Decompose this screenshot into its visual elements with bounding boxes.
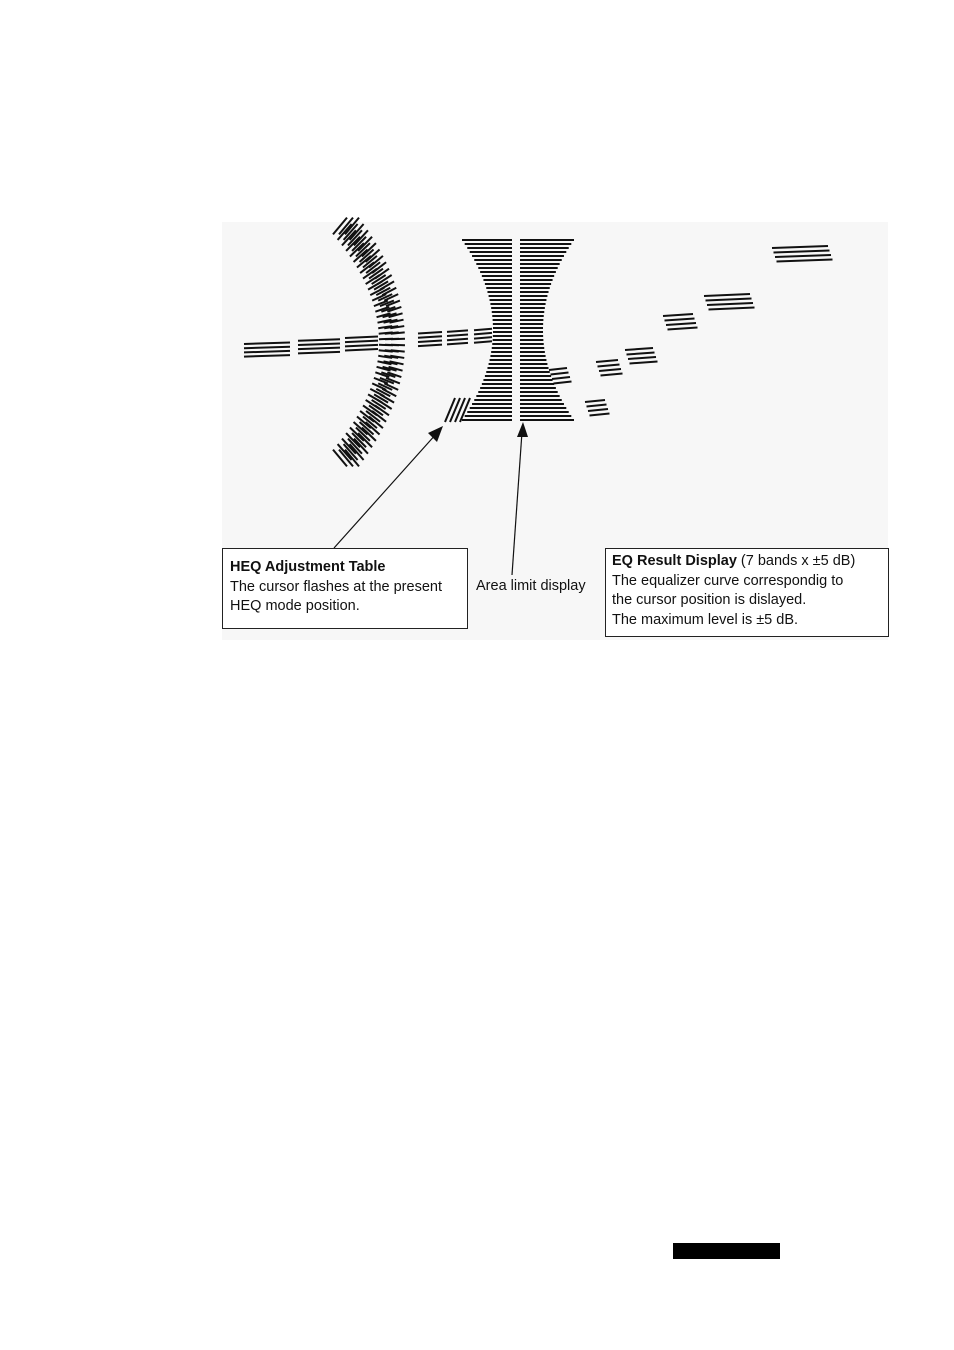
area-limit-label: Area limit display xyxy=(476,578,586,594)
eq-bar-segment xyxy=(706,299,752,301)
eq-bar-segment xyxy=(585,400,605,402)
cursor-segment xyxy=(455,398,465,422)
level-bar-segment xyxy=(418,340,442,342)
eq-result-display-callout xyxy=(605,548,889,637)
eq-bar-segment xyxy=(551,373,569,375)
level-bar-segment xyxy=(244,347,290,349)
eq-bar-segment xyxy=(598,365,620,367)
heq-adjustment-table-callout xyxy=(222,548,468,629)
level-bar-segment xyxy=(345,345,378,347)
eq-bar-segment xyxy=(772,246,828,248)
eq-callout-title-suffix: (7 bands x ±5 dB) xyxy=(736,553,856,569)
cursor-segment xyxy=(460,398,470,422)
level-bar-segment xyxy=(474,341,492,343)
eq-callout-title: EQ Result Display xyxy=(612,553,737,569)
eq-bar-segment xyxy=(709,308,755,310)
eq-bar-segment xyxy=(707,303,753,305)
eq-bar-segment xyxy=(775,255,831,257)
eq-bar-segment xyxy=(587,405,607,407)
level-bar-segment xyxy=(447,330,468,332)
heq-cursor-marker xyxy=(445,398,470,422)
level-bar-segment xyxy=(345,336,378,338)
level-bar-segment xyxy=(298,348,340,350)
eq-bar-segment xyxy=(599,369,621,371)
horizontal-level-bars xyxy=(244,329,492,357)
eq-bar-segment xyxy=(666,323,696,325)
level-bar-segment xyxy=(244,351,290,353)
level-bar-segment xyxy=(447,335,468,337)
level-bar-segment xyxy=(474,333,492,335)
eq-bar-segment xyxy=(588,409,608,411)
level-bar-segment xyxy=(447,343,468,345)
cursor-segment xyxy=(445,398,455,422)
level-bar-segment xyxy=(298,343,340,345)
eq-callout-line-1: The equalizer curve correspondig to xyxy=(612,572,844,589)
eq-bar-segment xyxy=(668,328,698,330)
area-limit-callout-arrow xyxy=(512,422,528,575)
eq-bar-segment xyxy=(625,348,653,350)
eq-bar-segment xyxy=(627,353,655,355)
level-bar-segment xyxy=(418,345,442,347)
eq-callout-line-2: the cursor position is dislayed. xyxy=(612,592,807,608)
page-marker-bar xyxy=(673,1243,780,1259)
eq-bar-segment xyxy=(777,260,833,262)
level-bar-segment xyxy=(447,339,468,341)
level-bar-segment xyxy=(474,337,492,339)
eq-bar-segment xyxy=(704,294,750,296)
level-bar-segment xyxy=(244,355,290,357)
cursor-segment xyxy=(450,398,460,422)
eq-bar-segment xyxy=(665,319,695,321)
eq-bar-segment xyxy=(628,357,656,359)
eq-bar-segment xyxy=(554,382,572,384)
heq-callout-line-2: HEQ mode position. xyxy=(230,598,360,614)
level-bar-segment xyxy=(345,341,378,343)
eq-result-curve xyxy=(549,246,833,416)
eq-callout-line-3: The maximum level is ±5 dB. xyxy=(612,611,799,628)
eq-bar-segment xyxy=(596,360,618,362)
eq-bar-segment xyxy=(590,414,610,416)
level-bar-segment xyxy=(418,332,442,334)
eq-bar-segment xyxy=(552,377,570,379)
eq-bar-segment xyxy=(630,362,658,364)
eq-bar-segment xyxy=(601,374,623,376)
level-bar-segment xyxy=(345,349,378,351)
level-bar-segment xyxy=(474,329,492,331)
heq-callout-line-1: The cursor flashes at the present xyxy=(230,578,442,595)
eq-bar-segment xyxy=(663,314,693,316)
level-bar-segment xyxy=(298,339,340,341)
eq-bar-segment xyxy=(549,368,567,370)
heq-callout-title: HEQ Adjustment Table xyxy=(230,559,386,575)
level-bar-segment xyxy=(244,343,290,345)
arc-segment xyxy=(391,350,405,351)
level-bar-segment xyxy=(298,352,340,354)
arc-segment xyxy=(391,332,405,333)
eq-bar-segment xyxy=(774,251,830,253)
level-bar-segment xyxy=(418,336,442,338)
